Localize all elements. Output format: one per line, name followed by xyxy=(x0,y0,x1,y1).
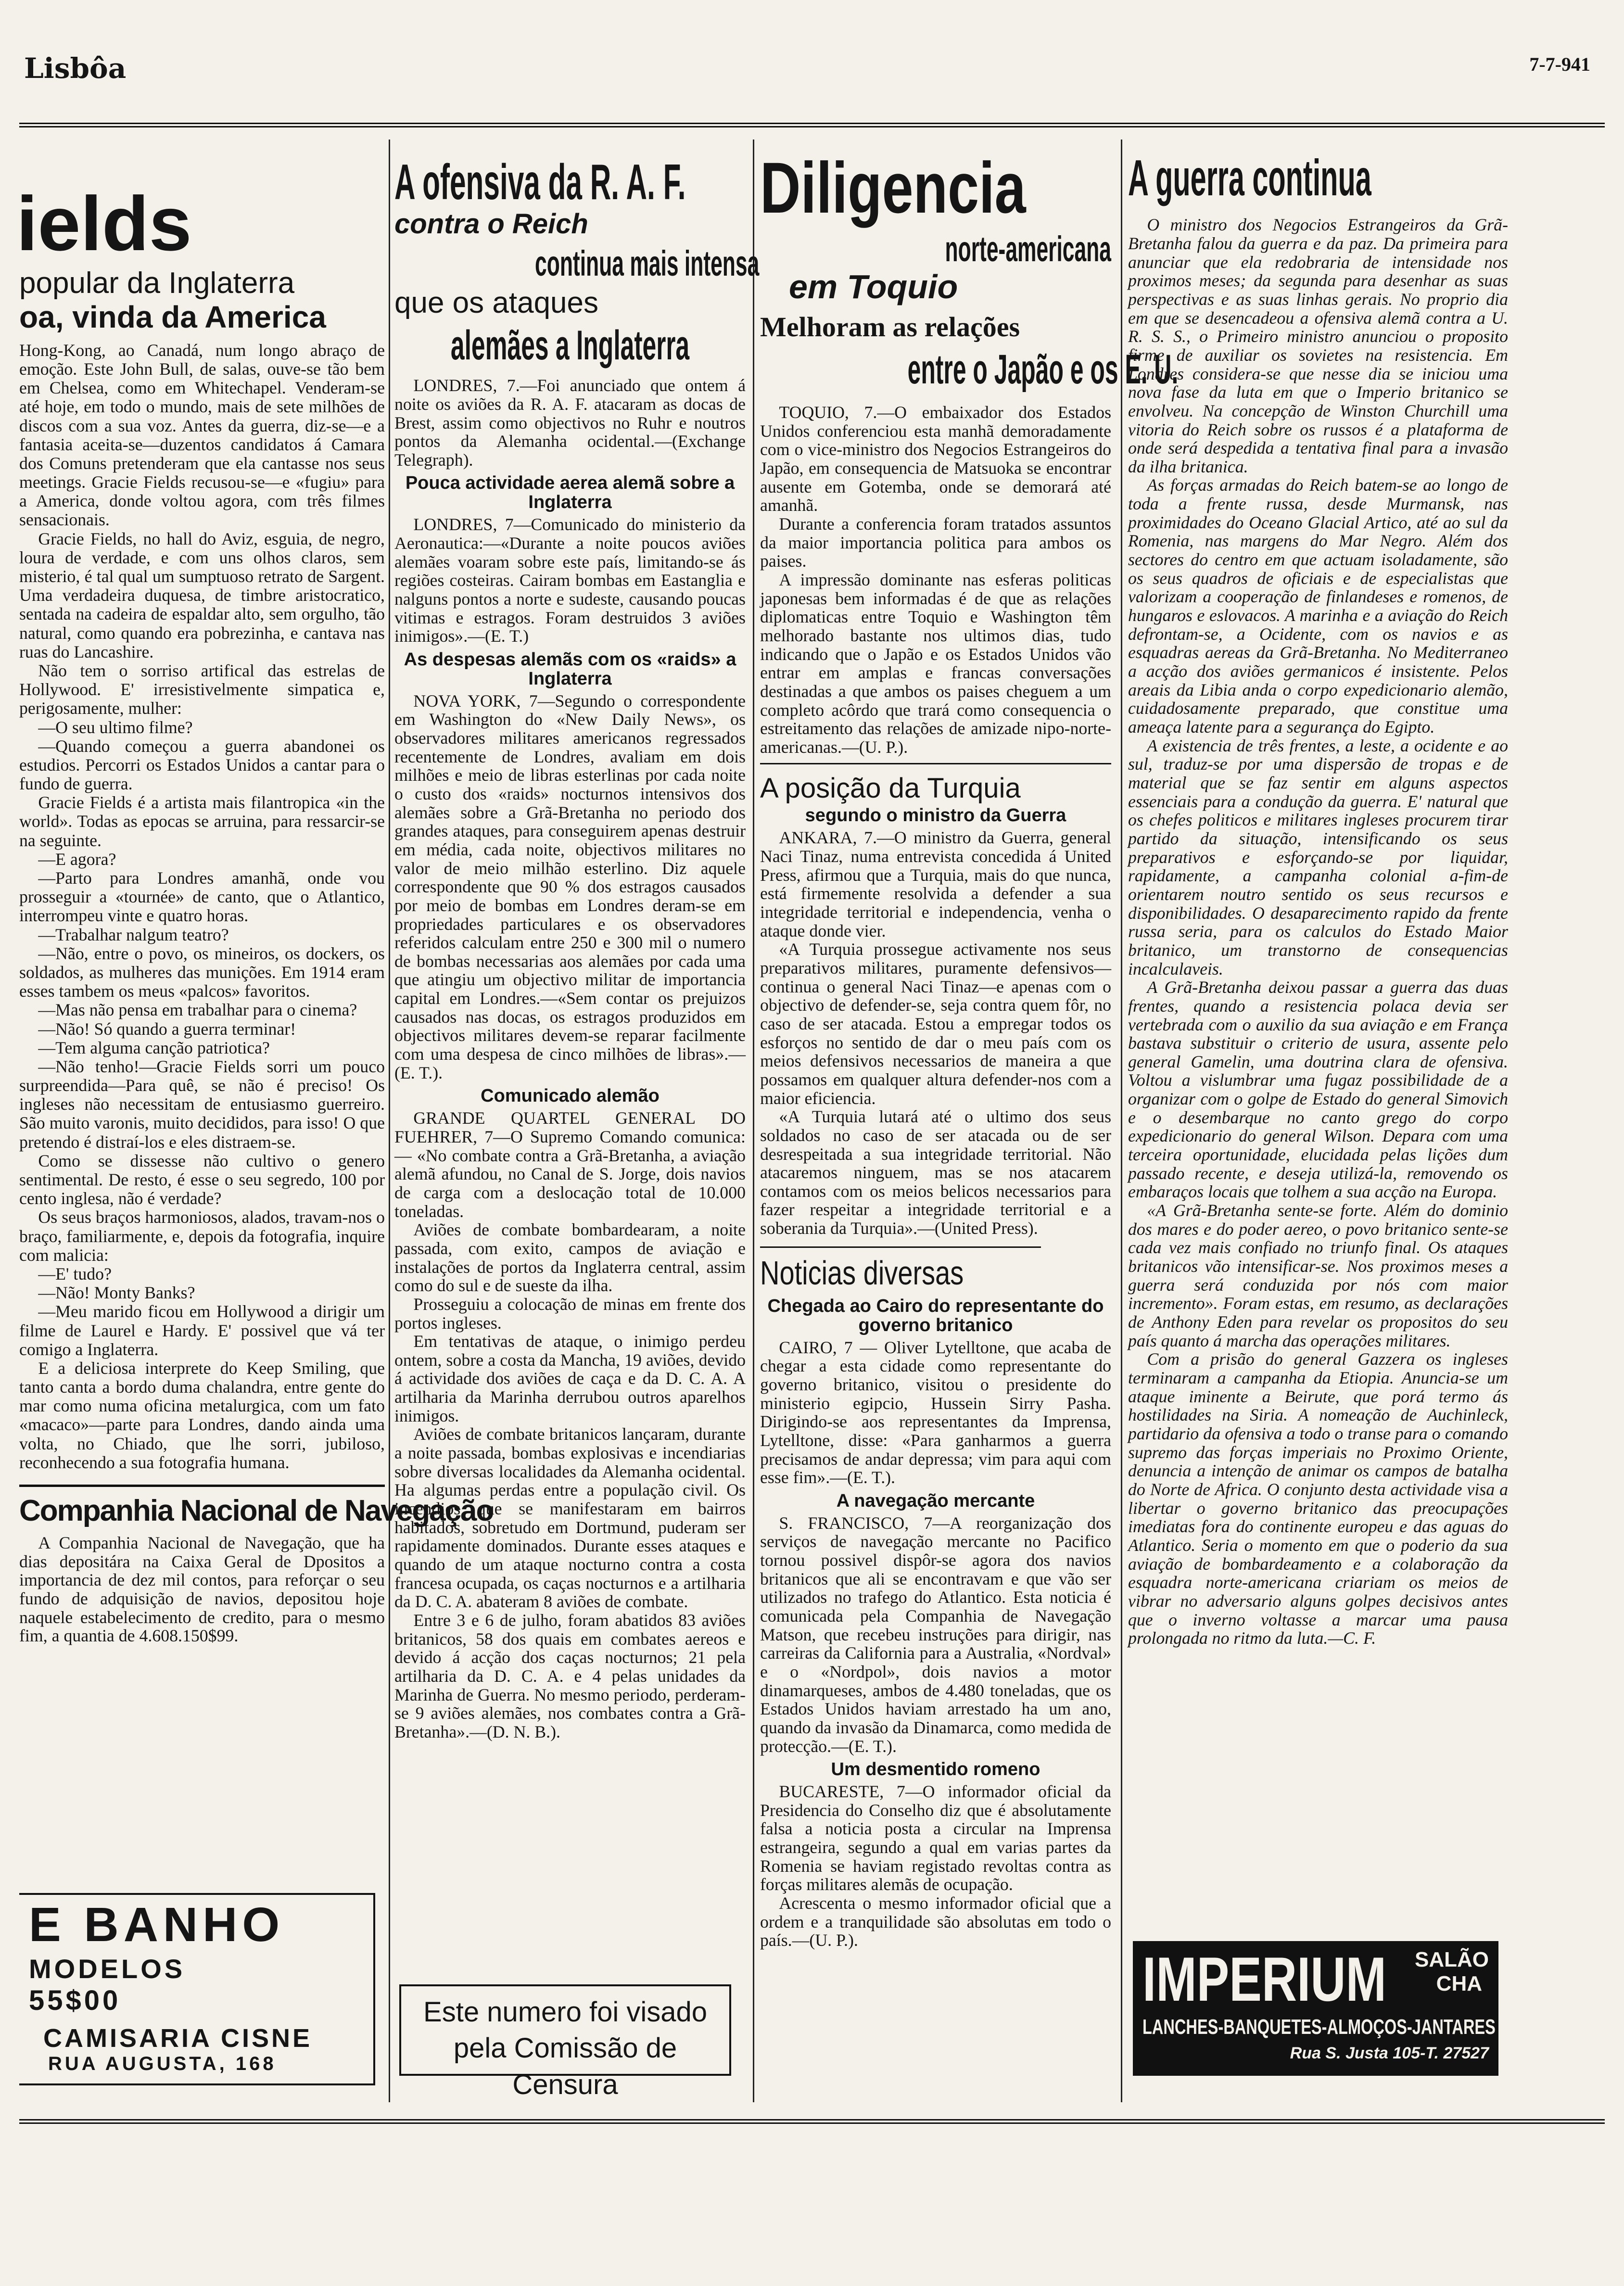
paragraph: GRANDE QUARTEL GENERAL DO FUEHRER, 7—O Supremo Comando comunica: — «No combate contra a Grã-Bretanha, a aviação alemã afundou, no Canal de S. Jorge, dois navios de carga com a deslocação total de 10.000 toneladas. xyxy=(394,1108,746,1221)
section-heading: Chegada ao Cairo do representante do governo britanico xyxy=(767,1295,1104,1335)
paragraph: —Tem alguma canção patriotica? xyxy=(38,1038,270,1057)
section-heading: As despesas alemãs com os «raids» a Inglaterra xyxy=(404,649,736,689)
paragraph: A Grã-Bretanha deixou passar a guerra das duas frentes, quando a resistencia polaca devia ser vertebrada com o auxilio da sua aviação e em França bastava substituir o criterio de usura, assente pelo general Gamelin, uma doutrina clara de ofensiva. Voltou a vislumbrar uma fugaz possibilidade de a organizar com o golpe de Estado do general Simovich e o desembarque no canto grego do corpo expedicionario do general Wilson. Depara com uma terceira oportunidade, elucidada pelas lições dum passado recente, e deseja utilizá-la, removendo os embaraços locais que tolhem a sua acção na Europa. xyxy=(1128,978,1508,1202)
section-heading: Pouca actividade aerea alemã sobre a Inglaterra xyxy=(405,473,735,513)
deck-que-os-ataques: que os ataques xyxy=(394,286,599,320)
paragraph: BUCARESTE, 7—O informador oficial da Presidencia do Conselho diz que é absolutamente falsa a noticia posta a circular na Imprensa estrangeira, segundo a qual em varias partes da Romenia se haviam registado revoltas contra as forças militares alemãs de ocupação. xyxy=(760,1782,1111,1894)
bottom-rule xyxy=(19,2119,1605,2124)
paragraph: CAIRO, 7 — Oliver Lytelltone, que acaba de chegar a esta cidade como representante do governo britanico, visitou o presidente do ministerio egipcio, Hussein Sirry Pasha. Dirigindo-se aos representantes da Imprensa, Lytelltone, disse: «Para ganharmos a guerra precisamos de andar depressa; vim para aqui com esse fim».—(E. T.). xyxy=(760,1337,1111,1487)
paragraph: —E agora? xyxy=(38,849,116,869)
ad-modelos: MODELOS xyxy=(29,1954,186,1984)
paragraph: Gracie Fields, no hall do Aviz, esguia, de negro, loura de verdade, e com uns olhos claros, sem misterio, é tal qual um sumptuoso retrato de Sargent. Uma verdadeira duquesa, de timbre aristocratico, sentada na cadeira de espaldar alto, sem orgulho, tão natural, como quando era pobrezinha, e cantava nas ruas do Lancashire. xyxy=(19,529,385,661)
imperium-advertisement xyxy=(1133,1941,1498,2076)
imperium-services: LANCHES-BANQUETES-ALMOÇOS-JANTARES xyxy=(1142,2015,1496,2039)
column-divider xyxy=(389,140,390,2102)
paragraph: NOVA YORK, 7—Segundo o correspondente em Washington do «New Daily News», os observadores militares americanos regressados recentemente de Londres, avaliam em dois milhões e meio de libras esterlinas por cada noite o custo dos «raids» nocturnos intensivos dos alemães sobre a Grã-Bretanha no periodo dos grandes ataques, para conseguirem apenas destruir em média, cada noite, objectivos militares no valor de meio milhão esterlino. Diz aquele correspondente que 90 % dos estragos causados por meio de bombas em Londres deram-se em propriedades particulares e os observadores referidos calculam entre 250 e 300 mil o numero de bombas necessarias aos alemães por cada uma que atingiu um objectivo militar de importancia capital em Londres.—«Sem contar os prejuizos causados nas docas, os estragos produzidos em objectivos militares devem-se reparar facilmente com uma despesa de cinco milhões de libras».—(E. T.). xyxy=(394,691,746,1082)
subheadline-america: oa, vinda da America xyxy=(19,300,326,335)
paragraph: O ministro dos Negocios Estrangeiros da Grã-Bretanha falou da guerra e da paz. Da primeira para anunciar que ela redobraria de intensidade nos proximos meses; da segunda para desenhar as suas perspectivas e as suas linhas gerais. No proprio dia em que se desencadeou a ofensiva alemã contra a U. R. S. S., o Primeiro ministro anunciou o proposito firme de auxiliar os sovietes na resistencia. Em Londres considera-se que nesse dia se iniciou uma nova fase da luta em que o Imperio britanico se envolveu. Na concepção de Winston Churchill uma vitoria do Reich sobre os russos é a plataforma de onde será despedida a tentativa final para a invasão da ilha britanica. xyxy=(1128,215,1508,476)
diligencia-article xyxy=(760,403,1111,756)
headline-diligencia: Diligencia xyxy=(760,147,1026,228)
imperium-cha: CHA xyxy=(1436,1972,1482,1995)
paragraph: Hong-Kong, ao Canadá, num longo abraço de emoção. Este John Bull, de salas, ouve-se tão bem em Chelsea, como em Whitechapel. Venderam-se até hoje, em todo o mundo, mais de sete milhões de discos com a sua voz. Antes da guerra, diz-se—e a fantasia aceita-se—duzentos candidatos á Camara dos Comuns pretenderam que ela cantasse nos seus meetings. Gracie Fields recusou-se—e «fugiu» para a America, donde voltou agora, com três filmes sensacionais. xyxy=(19,340,385,530)
deck-alemaes: alemães a Inglaterra xyxy=(450,322,690,369)
deck-contra-reich: contra o Reich xyxy=(394,208,588,240)
ad-price: 55$00 xyxy=(29,1985,121,2016)
paragraph: Com a prisão do general Gazzera os ingleses terminaram a campanha da Etiopia. Anuncia-se um ataque iminente a Beirute, que porá termo ás hostilidades na Siria. A nomeação de Auchinleck, partidario da ofensiva a todo o transe para o comando supremo das forças imperiais no Proximo Oriente, denuncia a intenção de animar os campos de batalha do Norte de Africa. O conjunto desta actividade visa a libertar o governo britanico das preocupações imediatas fora do continente europeu e das aguas do Atlantico. Seria o momento em que o poderio da sua aviação de bombardeamento e a colaboração da esquadra norte-americana criariam os meios de vibrar no adversario alguns golpes decisivos antes que o inverno voltasse a marcar uma pausa prolongada no ritmo da luta.—C. F. xyxy=(1128,1349,1508,1648)
deck-continua: continua mais intensa xyxy=(535,243,760,284)
paragraph: Gracie Fields é a artista mais filantropica «in the world». Todas as epocas se arruina, para ressarcir-se na seguinte. xyxy=(19,793,385,850)
deck-norte-americana: norte-americana xyxy=(945,229,1111,269)
paragraph: Os seus braços harmoniosos, alados, travam-nos o braço, familiarmente, e, depois da fotografia, inquire com malicia: xyxy=(19,1207,385,1265)
turquia-headline: A posição da Turquia xyxy=(760,763,1111,804)
censorship-notice xyxy=(399,1984,731,2100)
subheadline-popular: popular da Inglaterra xyxy=(19,267,295,300)
companhia-headline: Companhia Nacional de Navegação xyxy=(19,1485,385,1528)
paragraph: Prosseguiu a colocação de minas em frente dos portos ingleses. xyxy=(394,1294,746,1333)
raf-article xyxy=(394,376,746,1741)
article-body xyxy=(19,341,385,1472)
headline-guerra-continua: A guerra continua xyxy=(1128,150,1371,206)
paragraph: E a deliciosa interprete do Keep Smiling, que tanto canta a bordo duma chalandra, entre gente do mar como numa oficina metalurgica, com um fato «macaco»—parte para Londres, dando ainda uma volta, no Chiado, que lhe sorri, jubiloso, reconhecendo a sua fotografia humana. xyxy=(19,1358,385,1472)
headline-fields: ields xyxy=(16,180,192,267)
paragraph: —O seu ultimo filme? xyxy=(38,717,193,737)
paragraph: —Trabalhar nalgum teatro? xyxy=(38,925,229,944)
paragraph: Durante a conferencia foram tratados assuntos da maior importancia politica para ambos os paises. xyxy=(760,514,1111,571)
paragraph: Acrescenta o mesmo informador oficial que a ordem e a tranquilidade são absolutas em todo o país.—(U. P.). xyxy=(760,1893,1111,1950)
column-raf xyxy=(394,142,760,2100)
paragraph: Como se dissesse não cultivo o genero sentimental. De resto, é esse o seu segredo, 100 por cento inglesa, não é verdade? xyxy=(19,1151,385,1208)
paragraph: —Quando começou a guerra abandonei os estudios. Percorri os Estados Unidos a cantar para o fundo de guerra. xyxy=(19,736,385,794)
column-divider xyxy=(753,140,754,2102)
turquia-article xyxy=(760,828,1111,1237)
deck-melhoram: Melhoram as relações xyxy=(760,311,1020,343)
deck-japao-eu: entre o Japão e os E. U. xyxy=(907,346,1179,393)
turquia-subheading: segundo o ministro da Guerra xyxy=(805,805,1066,826)
headline-raf: A ofensiva da R. A. F. xyxy=(394,154,686,210)
section-heading: Um desmentido romeno xyxy=(831,1759,1040,1780)
paragraph: As forças armadas do Reich batem-se ao longo de toda a frente russa, desde Murmansk, nas proximidades do Oceano Glacial Artico, até ao sul da Romenia, nas margens do Mar Negro. Além dos sectores do centro em que actuam isoladamente, são os seus quadros de oficiais e de especialistas que valorizam a cooperação de finlandeses e romenos, de hungaros e eslovacos. A marinha e a aviação do Reich defrontam-se, a Ocidente, com os navios e as esquadras aereas da Grã-Bretanha. No Mediterraneo a acção dos aviões germanicos é insistente. Pelos areais da Libia anda o corpo expedicionario alemão, cuidadosamente preparado, que constitue uma ameaça latente para a segurança do Egipto. xyxy=(1128,475,1508,737)
ad-address: RUA AUGUSTA, 168 xyxy=(48,2053,277,2074)
camisaria-advertisement xyxy=(19,1893,375,2085)
imperium-salao: SALÃO xyxy=(1415,1948,1489,1971)
paragraph: LONDRES, 7.—Foi anunciado que ontem á noite os aviões da R. A. F. atacaram as docas de Brest, assim como objectivos no Ruhr e noutros pontos da Alemanha ocidental.—(Exchange Telegraph). xyxy=(394,376,746,470)
paragraph: A existencia de três frentes, a leste, a ocidente e ao sul, traduz-se por uma dispersão de tropas e de material que se faz sentir em alguns aspectos essenciais para a condução da guerra. E' natural que os chefes politicos e militares ingleses procurem tirar partido da situação, intensificando os seus preparativos e esforçando-se por liquidar, rapidamente, a campanha colonial a-fim-de orientarem noutro sentido os seus recursos e disponibilidades. O desaparecimento rapido da frente russa seria, para os calculos do Estado Maior britanico, um transtorno de consequencias incalculaveis. xyxy=(1128,736,1508,978)
noticias-headline: Noticias diversas xyxy=(760,1246,1041,1292)
section-heading: Comunicado alemão xyxy=(481,1086,660,1106)
deck-em-toquio: em Toquio xyxy=(789,268,958,305)
top-rule xyxy=(19,123,1605,127)
censorship-line2: pela Comissão de Censura xyxy=(453,2032,677,2100)
paragraph: Não tem o sorriso artifical das estrelas de Hollywood. E' irresistivelmente simpatica e, perigosamente, mulher: xyxy=(19,660,385,718)
paragraph: A Companhia Nacional de Navegação, que ha dias depositára na Caixa Geral de Dpositos a importancia de dez mil contos, para reforçar o seu fundo de adquisição de navios, depositou hoje naquele estabelecimento de credito, para o mesmo fim, a quantia de 4.608.150$99. xyxy=(19,1533,385,1646)
paragraph: Aviões de combate bombardearam, a noite passada, com exito, campos de aviação e instalações de portos da Inglaterra central, assim como do sul e de sueste da ilha. xyxy=(394,1220,746,1295)
paragraph: —Não tenho!—Gracie Fields sorri um pouco surpreendida—Para quê, se não é preciso! Os ingleses não necessitam de entusiasmo guerreiro. São muito varonis, muito decididos, para isso! O que pretendo é distraí-los e eles distraem-se. xyxy=(19,1056,385,1152)
noticias-article xyxy=(760,1297,1111,1950)
paragraph: —Não! Monty Banks? xyxy=(38,1283,195,1303)
imperium-address: Rua S. Justa 105-T. 27527 xyxy=(1290,2044,1489,2062)
paragraph: Aviões de combate britanicos lançaram, durante a noite passada, bombas explosivas e incendiarias sobre diversas localidades da Alemanha ocidental. Ha algumas perdas entre a população civil. Os incendios que se manifestaram em bairros habitados, sobretudo em Dortmund, puderam ser rapidamente dominados. Durante esses ataques e quando de um ataque nocturno contra a costa francesa ocupada, os caças nocturnos e a artilharia da D. C. A. abateram 8 aviões de combate. xyxy=(394,1424,746,1612)
paragraph: Entre 3 e 6 de julho, foram abatidos 83 aviões britanicos, 58 dos quais em combates aereos e devido á acção dos caças nocturnos; 21 pela artilharia da D. C. A. e 4 pelas unidades da Marinha de Guerra. No mesmo periodo, perderam-se 9 aviões alemães, nos combates contra a Grã-Bretanha».—(D. N. B.). xyxy=(394,1611,746,1741)
guerra-article xyxy=(1128,216,1508,1648)
paragraph: A impressão dominante nas esferas politicas japonesas bem informadas é de que as relações diplomaticas entre Toquio e Washington têm melhorado bastante nos ultimos dias, tudo indicando que o Japão e os Estados Unidos vão entrar em amplas e francas conversações destinadas a que ambos os paises cheguem a um completo acôrdo que trará como consequencia o estreitamento das relações de amizade nipo-norte-americanas.—(U. P.). xyxy=(760,570,1111,757)
imperium-brand: IMPERIUM xyxy=(1142,1944,1386,2014)
paragraph: —Mas não pensa em trabalhar para o cinema? xyxy=(38,1000,357,1020)
paragraph: LONDRES, 7—Comunicado do ministerio da Aeronautica:—«Durante a noite poucos aviões alemães voaram sobre este país, limitando-se ás regiões costeiras. Cairam bombas em Eastanglia e nalguns pontos a norte e sudeste, causando poucas vitimas e estragos. Foram destruidos 3 aviões inimigos».—(E. T.) xyxy=(394,515,746,646)
paragraph: —E' tudo? xyxy=(38,1264,112,1283)
censorship-line1: Este numero foi visado xyxy=(423,1996,707,2028)
paragraph: —Meu marido ficou em Hollywood a dirigir um filme de Laurel e Hardy. E' possivel que vá ter comigo a Inglaterra. xyxy=(19,1302,385,1359)
paragraph: TOQUIO, 7.—O embaixador dos Estados Unidos conferenciou esta manhã demoradamente com o vice-ministro dos Negocios Estrangeiros do Japão, em consequencia de Matsuoka se encontrar ausente em Gotemba, onde se demorará até amanhã. xyxy=(760,403,1111,515)
paragraph: ANKARA, 7.—O ministro da Guerra, general Naci Tinaz, numa entrevista concedida á United Press, afirmou que a Turquia, mais do que nunca, está firmemente resolvida a defender a sua integridade territorial e independencia, venha o ataque donde vier. xyxy=(760,828,1111,940)
column-guerra-continua xyxy=(1128,142,1508,2100)
masthead-title: Lisbôa xyxy=(24,52,127,85)
paragraph: Em tentativas de ataque, o inimigo perdeu ontem, sobre a costa da Mancha, 19 aviões, devido á actividade dos aviões de caça e da D. C. A. A artilharia da Marinha derrubou outros aparelhos inimigos. xyxy=(394,1332,746,1425)
paragraph: —Não! Só quando a guerra terminar! xyxy=(38,1019,296,1039)
paragraph: «A Grã-Bretanha sente-se forte. Além do dominio dos mares e do poder aereo, o povo britanico sente-se cada vez mais confiado no triunfo final. Os ataques britanicos vão intensificar-se. Nos proximos meses a guerra será conduzida por nós com maior incremento». Foram estas, em resumo, as declarações de Anthony Eden para revelar os propositos do seu país quanto á marcha das operações militares. xyxy=(1128,1201,1508,1350)
masthead-date: 7-7-941 xyxy=(1529,53,1590,75)
companhia-body xyxy=(19,1534,385,1645)
ad-banho: E BANHO xyxy=(29,1898,285,1952)
section-heading: A navegação mercante xyxy=(836,1490,1035,1511)
paragraph: «A Turquia prossegue activamente nos seus preparativos militares, puramente defensivos—continua o general Naci Tinaz—e apenas com o objectivo de defender-se, seja contra quem fôr, no caso de ser atacada. Estou a empregar todos os esforços no sentido de dar o meu país com os meios defensivos necessarios de maneira a que possamos em qualquer altura defender-nos com a maior eficiencia. xyxy=(760,940,1111,1108)
paragraph: S. FRANCISCO, 7—A reorganização dos serviços de navegação mercante no Pacifico tornou possivel dispôr-se agora dos navios britanicos que ali se encontravam e que vão ser utilizados no trafego do Atlantico. Esta noticia é comunicada pela Companhia de Navegação Matson, que recebeu instruções para dirigir, nas carreiras da California para a Australia, «Nordval» e o «Nordpol», dois navios a motor dinamarqueses, ambos de 4.480 toneladas, que os Estados Unidos haviam arrestado ha um ano, quando da invasão da Dinamarca, como medida de protecção.—(E. T.). xyxy=(760,1513,1111,1756)
column-divider xyxy=(1121,140,1122,2102)
ad-camisaria: CAMISARIA CISNE xyxy=(43,2024,313,2053)
paragraph: —Não, entre o povo, os mineiros, os dockers, os soldados, as mulheres das munições. Em 1914 eram esses tambem os meus «palcos» favoritos. xyxy=(19,943,385,1001)
paragraph: —Parto para Londres amanhã, onde vou prosseguir a «tournée» de canto, que o Atlantico, interrompeu vinte e quatro horas. xyxy=(19,868,385,926)
column-diligencia xyxy=(760,142,1179,2100)
paragraph: «A Turquia lutará até o ultimo dos seus soldados no caso de ser atacada ou de ser desrespeitada a sua integridade territorial. Não atacaremos ninguem, mas se nos atacarem contamos com os meios belicos necessarios para fazer respeitar a integridade territorial e a soberania da Turquia».—(United Press). xyxy=(760,1107,1111,1238)
